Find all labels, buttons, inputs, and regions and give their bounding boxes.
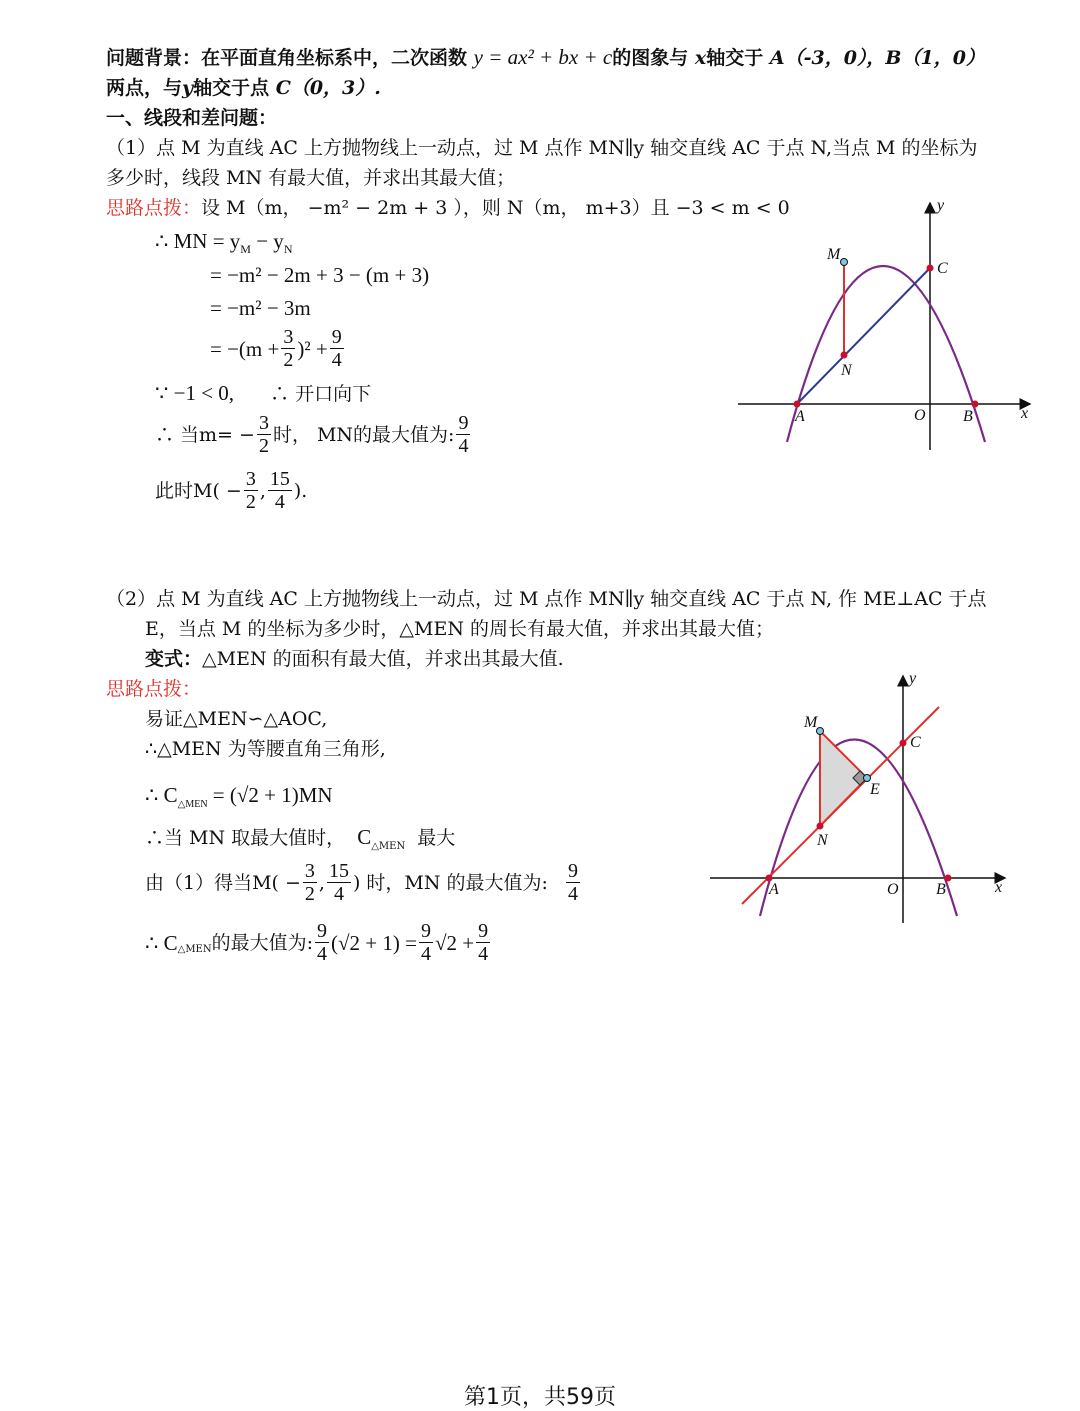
frac-3-2 [244,468,258,513]
label-a: A [795,408,805,425]
frac-num: 15 [328,860,349,882]
frac-3-2 [303,860,317,905]
point-c [927,265,934,272]
p1-step7-mid: , [259,479,266,502]
frac-num: 9 [458,412,469,434]
frac-den: 2 [283,349,294,371]
frac-9-4 [456,412,470,457]
p2-s4a: ∴当 MN 取最大值时， [145,827,346,849]
part2-variant [145,644,564,674]
p2-s6-a: (√2 + 1) = [331,930,417,955]
p2-s3: ∴ C [145,783,178,807]
p2-s6-sub: △MEN [177,944,212,955]
point-m [817,728,824,735]
background-label: 问题背景：在平面直角坐标系中，二次函数 [106,47,468,69]
background-line-1 [106,42,985,73]
frac-den: 2 [245,491,256,513]
bg-line2a: 两点，与 [106,77,183,99]
frac-den: 4 [274,491,285,513]
graph-1 [730,195,1040,460]
p2-step1: 易证△MEN∽△AOC, [145,708,328,730]
point-b [972,401,979,408]
p1-step3: = −m² − 3m [210,296,311,320]
part2-question-line1: （2）点 M 为直线 AC 上方抛物线上一动点，过 M 点作 MN∥y 轴交直线 AC 于点 N, 作 ME⊥AC 于点 [106,588,987,610]
frac-num: 3 [245,468,256,490]
frac-den: 2 [304,883,315,905]
frac-num: 9 [317,920,328,942]
frac-num: 9 [478,920,489,942]
label-c: C [910,734,921,751]
background-line-2 [106,73,381,103]
frac-15-4 [268,468,292,513]
part2-hint-label: 思路点拨： [106,678,202,700]
part1-question-line1: （1）点 M 为直线 AC 上方抛物线上一动点，过 M 点作 MN∥y 轴交直线 AC 于点 N,当点 M 的坐标为 [106,137,978,159]
p1-step7-pre: 此时M( − [155,479,242,502]
p2-step4 [145,822,455,862]
p2-step5 [145,860,582,905]
p1-step1 [155,226,292,264]
label-y: y [909,670,917,687]
frac-num: 3 [304,860,315,882]
p1-step7 [155,468,307,513]
variant-label: 变式： [145,648,203,670]
p2-s4-sub: △MEN [371,840,406,852]
p2-step3 [145,780,333,820]
label-x: x [1021,405,1029,422]
graph-2 [705,668,1015,928]
p1-step5 [155,378,371,409]
bg-line2b: 轴交于点 [193,77,270,99]
part1-question-line2: 多少时，线段 MN 有最大值，并求出其最大值； [106,167,516,189]
frac-num: 3 [258,412,269,434]
p2-s3-rest: = (√2 + 1)MN [207,783,333,807]
quadratic-formula: y = ax² + bx + c [473,45,613,69]
p1-step1-a: ∴ MN = y [155,229,241,253]
point-a-coord: A（-3，0）， [769,47,886,69]
label-b: B [963,408,973,425]
p1-step7-end: ). [293,479,308,502]
label-m: M [804,714,818,731]
parabola [787,266,985,442]
p1-step5b: ∴ 开口向下 [270,383,372,405]
frac-den: 4 [333,883,344,905]
p2-s4c: C [357,825,372,849]
p2-s5-mid: , [318,871,325,894]
line-ac [797,268,930,404]
p2-s4b: 最大 [417,827,456,849]
frac-9-4 [419,920,433,965]
label-o: O [914,407,926,424]
point-c-coord: C（0，3）. [275,77,381,99]
frac-3-2 [281,326,295,371]
frac-den: 2 [258,435,269,457]
p2-s5-pre: 由（1）得当M( − [145,871,301,894]
bg-text2: 轴交于 [706,47,764,69]
label-x: x [995,879,1003,896]
bg-text1: 的图象与 [612,47,689,69]
frac-den: 4 [420,943,431,965]
part1-hint-label: 思路点拨： [106,197,202,219]
p2-step6 [145,920,492,965]
frac-9-4 [330,326,344,371]
point-n [841,352,848,359]
frac-num: 9 [331,326,342,348]
frac-den: 4 [478,943,489,965]
p1-step4 [210,326,346,371]
part2-question-line2: E，当点 M 的坐标为多少时，△MEN 的周长有最大值，并求出其最大值； [145,618,775,640]
frac-9-4 [476,920,490,965]
parabola [760,740,957,917]
frac-num: 3 [283,326,294,348]
p2-s3-sub: △MEN [177,799,208,811]
p2-step2: ∴△MEN 为等腰直角三角形, [145,738,386,760]
point-b-coord: B（1，0） [885,47,985,69]
label-c: C [937,260,948,277]
p1-sub-m: M [240,242,251,257]
label-n: N [817,832,828,849]
p2-s6-pre: ∴ C [145,930,178,955]
label-e: E [870,781,880,798]
label-o: O [887,881,899,898]
p1-step1-b: − y [250,229,284,253]
label-a: A [769,881,779,898]
frac-9-4 [315,920,329,965]
label-m: M [827,246,841,263]
part1-hint-text: 设 M（m， −m² − 2m + 3 ），则 N（m， m+3）且 −3 < m < 0 [201,197,790,219]
label-b: B [936,881,946,898]
frac-den: 4 [567,883,578,905]
p2-s6-mid: 的最大值为: [211,931,314,954]
label-y: y [937,197,945,214]
p1-step2: = −m² − 2m + 3 − (m + 3) [210,263,430,287]
frac-num: 15 [269,468,290,490]
point-a [794,401,801,408]
p1-step4-pre: = −(m + [210,336,280,361]
p2-s6-b: √2 + [434,930,475,955]
frac-den: 4 [331,349,342,371]
bg-x: x [694,47,707,69]
frac-9-4 [566,860,580,905]
p1-step6-mid: 时， MN的最大值为: [272,423,455,446]
frac-den: 4 [317,943,328,965]
p1-step6 [155,412,472,457]
p1-sub-n: N [283,242,293,257]
label-n: N [841,362,852,379]
point-c [900,740,907,747]
p1-step5a: ∵ −1 < 0, [155,381,235,405]
frac-15-4 [327,860,351,905]
variant-text: △MEN 的面积有最大值，并求出其最大值. [202,648,564,670]
frac-num: 9 [420,920,431,942]
p1-step4-mid: )² + [297,336,328,361]
page-footer: 第1页，共59页 [464,1385,616,1410]
p1-step6-pre: ∴ 当m= − [155,423,255,446]
bg-y: y [182,77,194,99]
point-n [817,823,824,830]
p2-s5-end: ) 时，MN 的最大值为: [352,871,548,894]
frac-3-2 [257,412,271,457]
frac-den: 4 [458,435,469,457]
part1-hint [106,193,790,223]
frac-num: 9 [567,860,578,882]
section-title: 一、线段和差问题： [106,107,278,129]
point-m [841,259,848,266]
